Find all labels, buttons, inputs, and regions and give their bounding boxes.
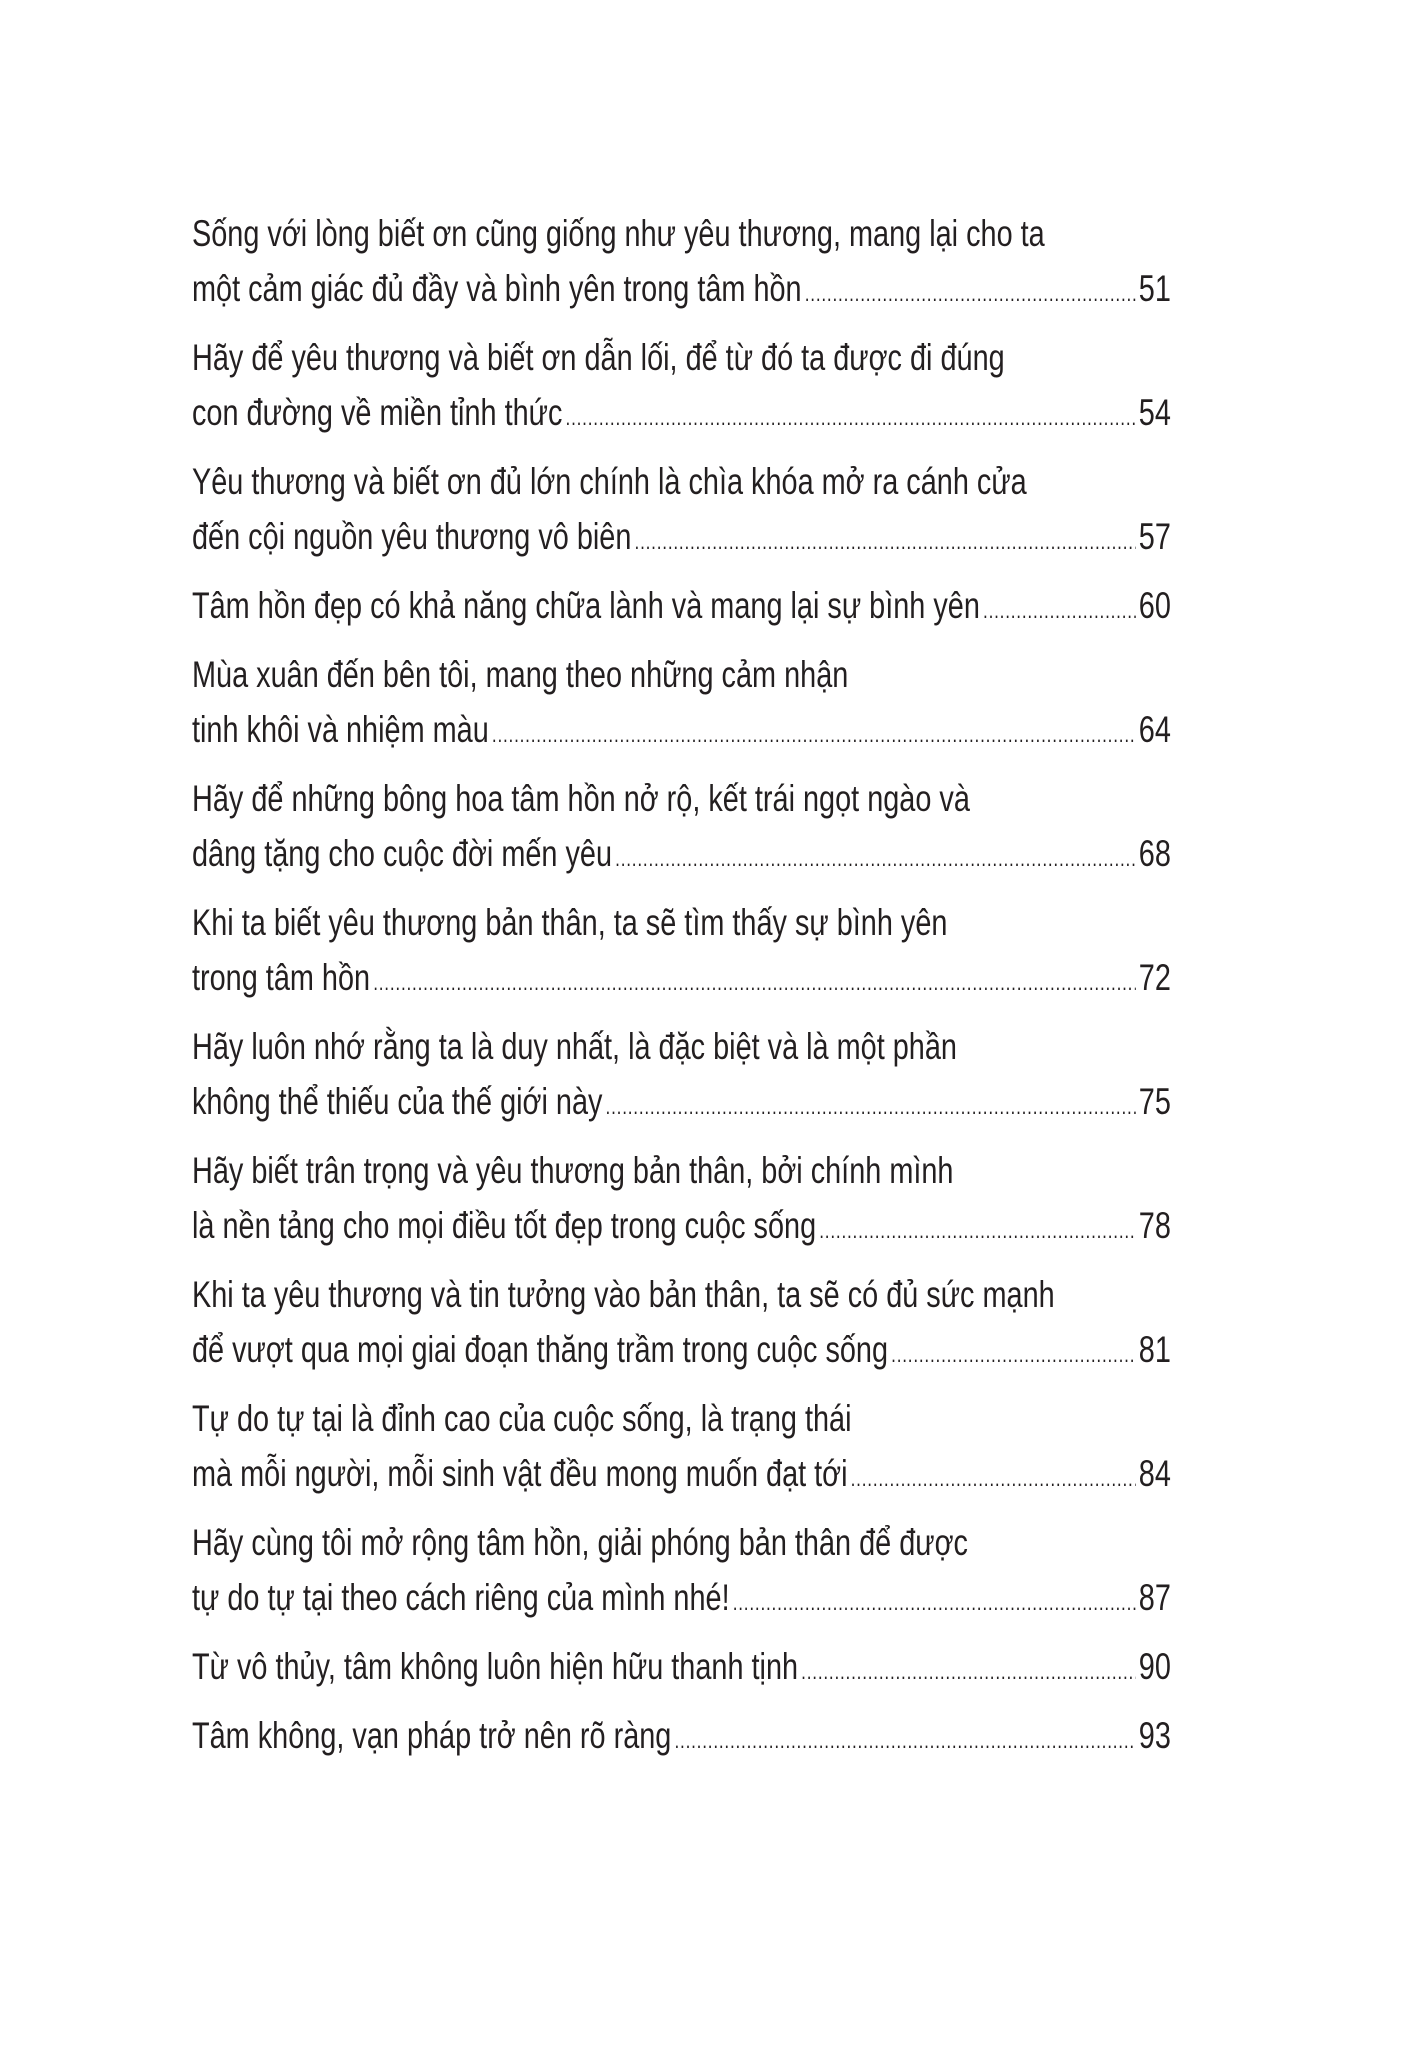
toc-entry [192,1391,1171,1501]
dot-leader [674,1713,1135,1768]
toc-entry-line [192,1570,1171,1625]
toc-entry-title: Hãy biết trân trọng và yêu thương bản thân, bởi chính mình [192,1150,954,1191]
toc-entry-title: một cảm giác đủ đầy và bình yên trong tâm hồn [192,268,802,309]
dot-leader [891,1327,1136,1382]
toc-entry [192,330,1171,440]
toc-page-number: 60 [1138,585,1171,626]
toc-entry-title: mà mỗi người, mỗi sinh vật đều mong muốn đạt tới [192,1453,848,1494]
toc-entry-title: Hãy cùng tôi mở rộng tâm hồn, giải phóng bản thân để được [192,1522,968,1563]
dot-leader [373,955,1135,1010]
toc-entry-line [192,1198,1171,1253]
toc-entry-line [192,1708,1171,1763]
toc-entry-line [192,702,1171,757]
toc-entry-line [192,385,1171,440]
toc-page-number: 72 [1138,957,1171,998]
toc-entry-line [192,647,1171,702]
toc-page-number: 78 [1138,1205,1171,1246]
dot-leader [801,1644,1135,1699]
toc-entry-title: Hãy luôn nhớ rằng ta là duy nhất, là đặc biệt và là một phần [192,1026,957,1067]
dot-leader [615,831,1136,886]
toc-entry-line [192,261,1171,316]
toc-page-number: 75 [1138,1081,1171,1122]
dot-leader [492,707,1136,762]
dot-leader [805,266,1136,321]
toc-entry-line [192,1515,1171,1570]
toc-page-number: 90 [1138,1646,1171,1687]
toc-entry-title: Tâm không, vạn pháp trở nên rõ ràng [192,1715,672,1756]
toc-entry-title: Khi ta yêu thương và tin tưởng vào bản thân, ta sẽ có đủ sức mạnh [192,1274,1055,1315]
toc-entry-line [192,1446,1171,1501]
toc-entry-title: Hãy để những bông hoa tâm hồn nở rộ, kết trái ngọt ngào và [192,778,970,819]
toc-entry [192,206,1171,316]
toc-entry [192,895,1171,1005]
toc-entry-title: Tâm hồn đẹp có khả năng chữa lành và mang lại sự bình yên [192,585,980,626]
dot-leader [819,1203,1135,1258]
toc-page-number: 64 [1138,709,1171,750]
toc-entry-line [192,1019,1171,1074]
toc-page-number: 87 [1138,1577,1171,1618]
toc-entry-title: Yêu thương và biết ơn đủ lớn chính là chìa khóa mở ra cánh cửa [192,461,1027,502]
toc-entry [192,647,1171,757]
toc-entry-line [192,1391,1171,1446]
toc-entry-line [192,1322,1171,1377]
dot-leader [851,1451,1136,1506]
toc-entry-line [192,1639,1171,1694]
toc-entry [192,771,1171,881]
toc-entry-line [192,509,1171,564]
toc-entry-line [192,206,1171,261]
toc-entry-line [192,826,1171,881]
toc-entry-title: con đường về miền tỉnh thức [192,392,563,433]
toc-entry-title: Mùa xuân đến bên tôi, mang theo những cảm nhận [192,654,849,695]
toc-entry-title: là nền tảng cho mọi điều tốt đẹp trong cuộc sống [192,1205,817,1246]
toc-entry-line [192,454,1171,509]
dot-leader [733,1575,1136,1630]
dot-leader [635,514,1136,569]
toc-page-number: 54 [1138,392,1171,433]
toc-entry-title: Khi ta biết yêu thương bản thân, ta sẽ tìm thấy sự bình yên [192,902,948,943]
toc-entry-title: để vượt qua mọi giai đoạn thăng trầm trong cuộc sống [192,1329,889,1370]
toc-entry-line [192,578,1171,633]
toc-entry-title: tinh khôi và nhiệm màu [192,709,489,750]
toc-entry-title: Tự do tự tại là đỉnh cao của cuộc sống, là trạng thái [192,1398,852,1439]
toc-page-number: 93 [1138,1715,1171,1756]
toc-page-number: 57 [1138,516,1171,557]
toc-entry-line [192,330,1171,385]
toc-entry-line [192,1143,1171,1198]
dot-leader [983,583,1136,638]
toc-entry-title: Sống với lòng biết ơn cũng giống như yêu thương, mang lại cho ta [192,213,1045,254]
toc-entry [192,1708,1171,1763]
toc-entry-line [192,1267,1171,1322]
toc-entry-line [192,895,1171,950]
toc-entry [192,1267,1171,1377]
toc-entry-title: dâng tặng cho cuộc đời mến yêu [192,833,613,874]
toc-entry [192,1515,1171,1625]
dot-leader [566,390,1136,445]
toc-entry [192,454,1171,564]
toc-entry-title: không thể thiếu của thế giới này [192,1081,603,1122]
toc-entry-title: tự do tự tại theo cách riêng của mình nhé! [192,1577,730,1618]
toc-page-number: 84 [1138,1453,1171,1494]
toc-entry-title: đến cội nguồn yêu thương vô biên [192,516,632,557]
toc-entry-line [192,1074,1171,1129]
toc-entry-title: Từ vô thủy, tâm không luôn hiện hữu thanh tịnh [192,1646,799,1687]
dot-leader [606,1079,1136,1134]
toc-entry [192,578,1171,633]
toc-entry [192,1639,1171,1694]
toc-entry-line [192,950,1171,1005]
table-of-contents [192,206,1171,1777]
toc-entry-title: Hãy để yêu thương và biết ơn dẫn lối, để từ đó ta được đi đúng [192,337,1005,378]
toc-entry [192,1019,1171,1129]
toc-entry-title: trong tâm hồn [192,957,371,998]
toc-entry [192,1143,1171,1253]
toc-entry-line [192,771,1171,826]
toc-page-number: 51 [1138,268,1171,309]
toc-page-number: 68 [1138,833,1171,874]
toc-page-number: 81 [1138,1329,1171,1370]
